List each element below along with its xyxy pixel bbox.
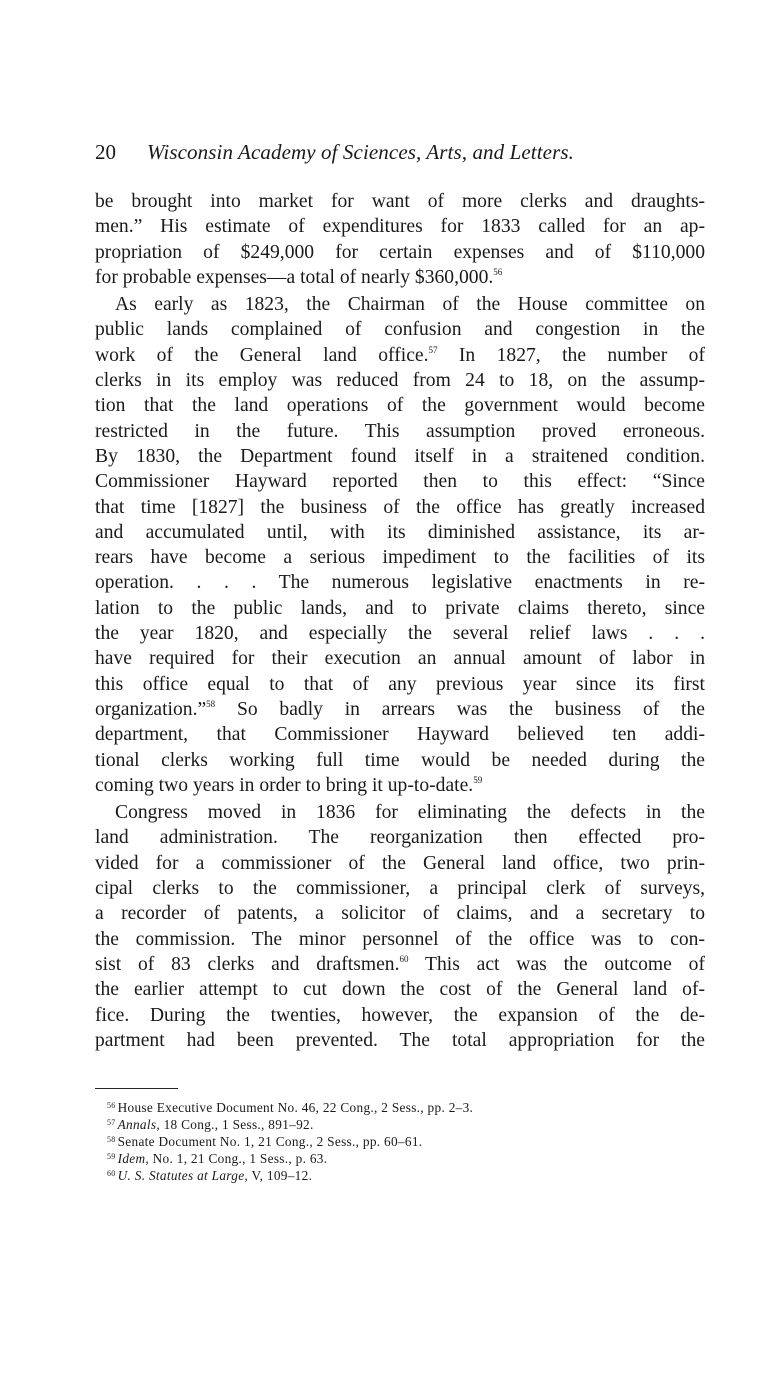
- text-line: tion that the land operations of the government would become: [95, 395, 705, 417]
- text-line: have required for their execution an annual amount of labor in: [95, 648, 705, 670]
- text-line: cipal clerks to the commissioner, a principal clerk of surveys,: [95, 878, 705, 900]
- footnote-ref[interactable]: 56: [493, 266, 503, 277]
- footnote-ref[interactable]: 59: [473, 774, 483, 785]
- body-text: [95, 189, 705, 1053]
- journal-title: Wisconsin Academy of Sciences, Arts, and Letters.: [147, 140, 574, 164]
- text-line: that time [1827] the business of the office has greatly increased: [95, 496, 705, 518]
- running-head: [95, 138, 705, 166]
- footnote: $^{57}$ Annals, 18 Cong., 1 Sess., 891–92.: [107, 1117, 314, 1133]
- text-line: vided for a commissioner of the General land office, two prin-: [95, 852, 705, 874]
- page-number: 20: [95, 140, 116, 164]
- text-line: partment had been prevented. The total appropriation for the: [95, 1029, 705, 1051]
- text-line: a recorder of patents, a solicitor of claims, and a secretary to: [95, 903, 705, 925]
- text-line: department, that Commissioner Hayward believed ten addi-: [95, 724, 705, 746]
- text-line: the year 1820, and especially the several relief laws . . .: [95, 623, 705, 645]
- text-line: land administration. The reorganization then effected pro-: [95, 827, 705, 849]
- footnotes: [95, 1099, 705, 1184]
- footnote-divider: [95, 1088, 178, 1089]
- footnote-ref[interactable]: 57: [428, 344, 438, 355]
- text-line: organization.”$^{58}$ So badly in arrears was the business of the: [95, 698, 705, 720]
- text-line: propriation of $249,000 for certain expenses and of $110,000: [95, 241, 705, 263]
- footnote: $^{58}$ Senate Document No. 1, 21 Cong., 2 Sess., pp. 60–61.: [107, 1134, 423, 1150]
- text-line: public lands complained of confusion and congestion in the: [95, 319, 705, 341]
- text-line: lation to the public lands, and to private claims thereto, since: [95, 597, 705, 619]
- text-line: As early as 1823, the Chairman of the House committee on: [115, 294, 705, 316]
- text-line: and accumulated until, with its diminished assistance, its ar-: [95, 521, 705, 543]
- footnote-ref[interactable]: 58: [206, 698, 216, 709]
- text-line: work of the General land office.$^{57}$ In 1827, the number of: [95, 344, 705, 366]
- text-line: Commissioner Hayward reported then to this effect: “Since: [95, 471, 705, 493]
- text-line: the earlier attempt to cut down the cost of the General land of-: [95, 979, 705, 1001]
- text-line: clerks in its employ was reduced from 24 to 18, on the assump-: [95, 370, 705, 392]
- text-line: the commission. The minor personnel of the office was to con-: [95, 928, 705, 950]
- text-line: be brought into market for want of more clerks and draughts-: [95, 191, 705, 212]
- text-line: rears have become a serious impediment to the facilities of its: [95, 547, 705, 569]
- page: [95, 138, 705, 1184]
- text-line: fice. During the twenties, however, the expansion of the de-: [95, 1004, 705, 1026]
- text-line: for probable expenses—a total of nearly $360,000.56: [95, 266, 503, 288]
- text-line: men.” His estimate of expenditures for 1833 called for an ap-: [95, 216, 705, 238]
- text-line: coming two years in order to bring it up-to-date.$^{59}$: [95, 774, 483, 796]
- footnote: $^{56}$ House Executive Document No. 46, 22 Cong., 2 Sess., pp. 2–3.: [107, 1100, 474, 1116]
- text-line: tional clerks working full time would be needed during the: [95, 749, 705, 771]
- text-line: restricted in the future. This assumption proved erroneous.: [95, 420, 705, 442]
- footnote-ref[interactable]: 60: [399, 953, 409, 964]
- footnote: $^{60}$ U. S. Statutes at Large, V, 109–12.: [107, 1168, 313, 1184]
- text-line: Congress moved in 1836 for eliminating the defects in the: [115, 802, 705, 824]
- text-line: By 1830, the Department found itself in a straitened condition.: [95, 445, 705, 467]
- text-line: this office equal to that of any previous year since its first: [95, 673, 705, 695]
- footnote: $^{59}$ Idem, No. 1, 21 Cong., 1 Sess., p. 63.: [107, 1151, 328, 1167]
- text-line: sist of 83 clerks and draftsmen.$^{60}$ This act was the outcome of: [95, 953, 705, 975]
- text-line: operation. . . . The numerous legislative enactments in re-: [95, 572, 705, 594]
